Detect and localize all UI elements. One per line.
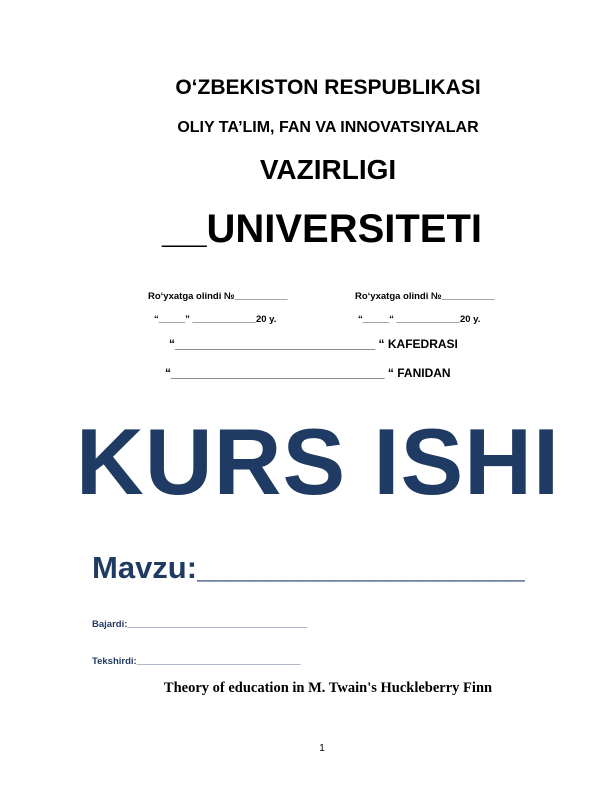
bajardi-line: Bajardi:__________________________________ <box>92 619 308 630</box>
fan-line: “________________________________ “ FANIDAN <box>165 366 451 380</box>
tekshirdi-line: Tekshirdi:_______________________________ <box>92 656 301 667</box>
university-name: __UNIVERSITETI <box>161 207 483 251</box>
ministry-line-1: OLIY TA’LIM, FAN VA INNOVATSIYALAR <box>177 119 479 136</box>
republic-title: O‘ZBEKISTON RESPUBLIKASI <box>175 76 481 99</box>
registration-date-left: “_____” ____________20 y. <box>154 314 277 325</box>
kafedra-line: “______________________________ “ KAFEDRASI <box>169 337 458 351</box>
ministry-line-2: VAZIRLIGI <box>259 154 397 185</box>
main-title: KURS ISHI <box>75 409 561 514</box>
registration-date-right: “_____“ ____________20 y. <box>358 314 481 325</box>
topic-line: Mavzu:___________________ <box>92 550 525 585</box>
work-title: Theory of education in M. Twain's Huckleberry Finn <box>163 680 493 696</box>
page-number: 1 <box>319 743 325 754</box>
registration-left: Ro‘yxatga olindi №__________ <box>148 291 288 302</box>
registration-right: Ro‘yxatga olindi №__________ <box>355 291 495 302</box>
